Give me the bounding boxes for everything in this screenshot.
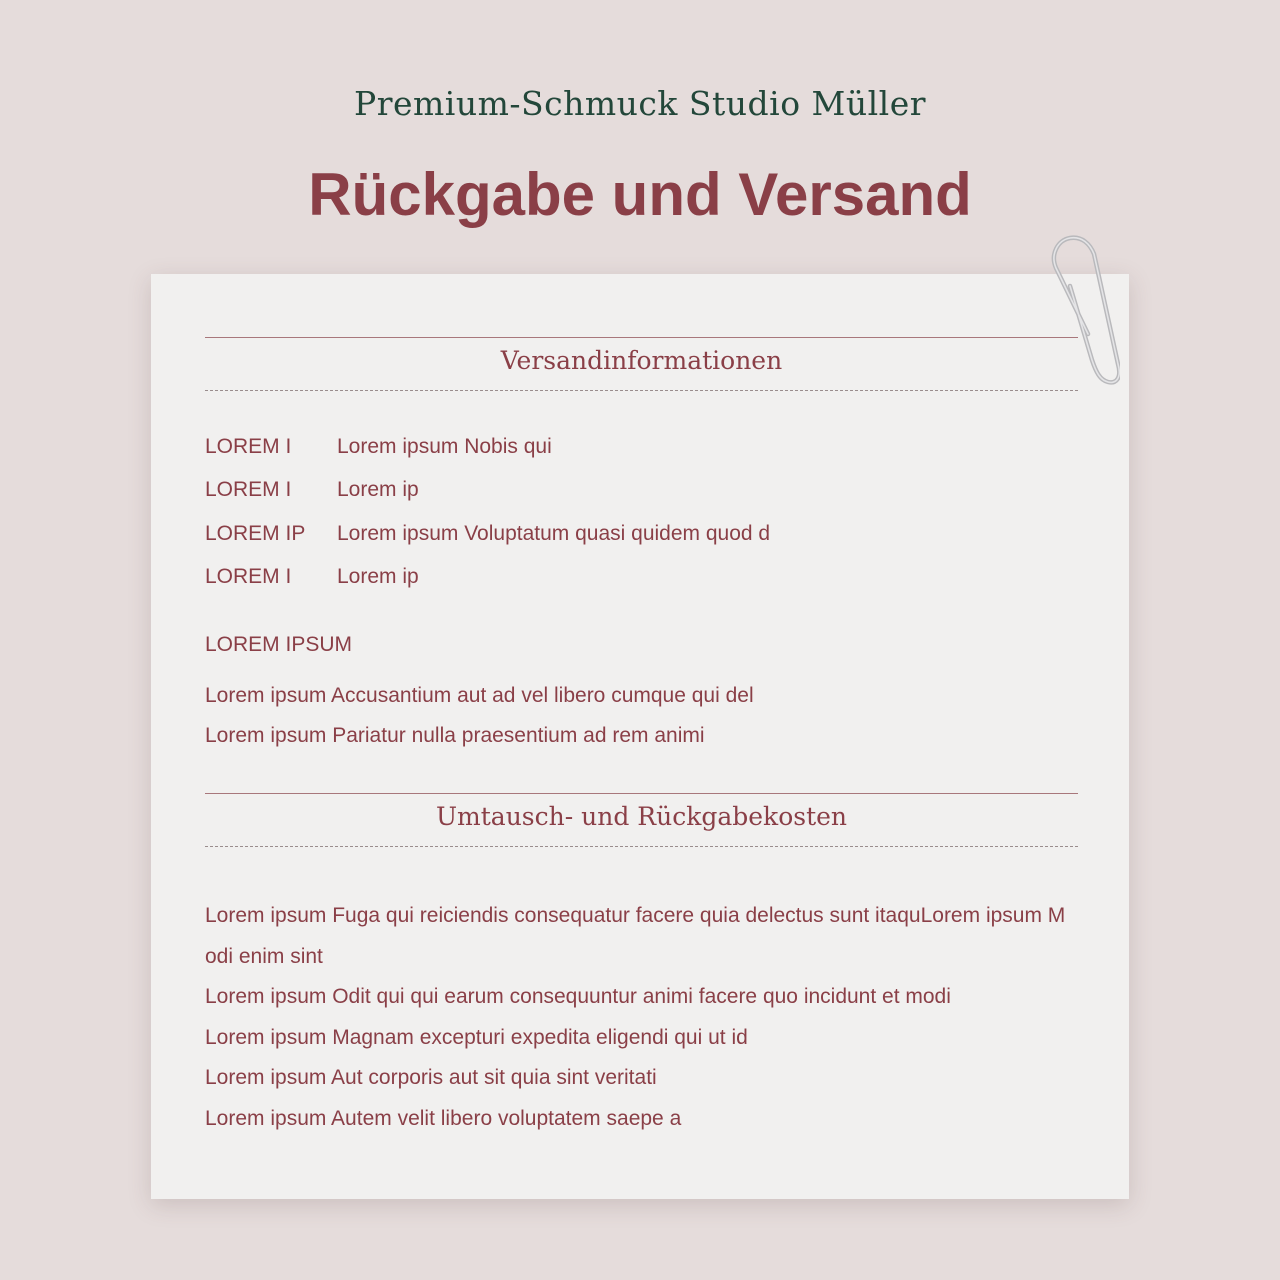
shipping-row-label: LOREM IP [205,522,306,545]
shipping-row [205,565,419,589]
shipping-row [205,478,419,502]
shipping-row [205,435,552,459]
shipping-subheading: LOREM IPSUM [205,633,353,656]
paperclip-icon [1030,232,1120,392]
returns-line: Lorem ipsum Aut corporis aut sit quia sint veritati [205,1066,657,1089]
shipping-row-value: Lorem ipsum Nobis qui [337,435,552,458]
shipping-section-header [205,337,1078,391]
returns-line: Lorem ipsum Autem velit libero voluptatem saepe a [205,1107,682,1130]
brand-name: Premium-Schmuck Studio Müller [353,84,927,123]
shipping-row-label: LOREM I [205,478,292,501]
shipping-line: Lorem ipsum Pariatur nulla praesentium ad rem animi [205,724,705,747]
returns-line: Lorem ipsum Fuga qui reiciendis consequatur facere quia delectus sunt itaquLorem ipsum M [205,904,1066,927]
shipping-heading: Versandinformationen [500,346,783,375]
shipping-row-value: Lorem ip [337,565,419,588]
info-card [151,274,1129,1199]
returns-line: odi enim sint [205,945,323,968]
shipping-row [205,522,770,546]
shipping-row-value: Lorem ip [337,478,419,501]
shipping-line: Lorem ipsum Accusantium aut ad vel libero cumque qui del [205,684,754,707]
shipping-row-label: LOREM I [205,435,292,458]
shipping-row-value: Lorem ipsum Voluptatum quasi quidem quod d [337,522,771,545]
shipping-row-label: LOREM I [205,565,292,588]
returns-line: Lorem ipsum Magnam excepturi expedita eligendi qui ut id [205,1026,748,1049]
returns-line: Lorem ipsum Odit qui qui earum consequuntur animi facere quo incidunt et modi [205,985,951,1008]
returns-section-header [205,793,1078,847]
page-title: Rückgabe und Versand [308,161,972,228]
returns-heading: Umtausch- und Rückgabekosten [435,802,848,831]
